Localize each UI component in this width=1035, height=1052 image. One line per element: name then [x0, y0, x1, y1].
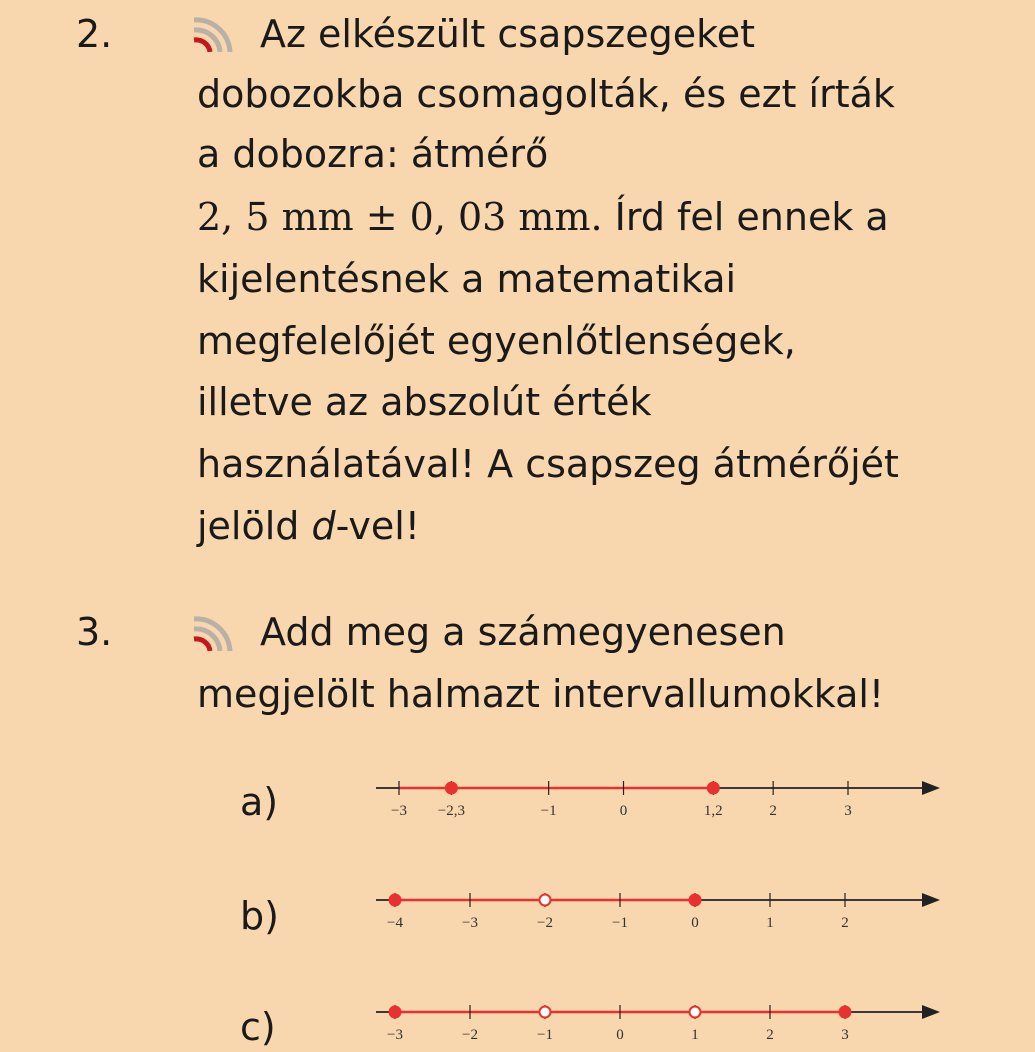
tick-label: −1	[537, 1027, 553, 1043]
tick-label: 0	[619, 803, 628, 819]
problem-text-line: használatával! A csapszeg átmérőjét	[197, 442, 899, 486]
closed-endpoint	[708, 783, 719, 794]
closed-endpoint	[690, 895, 701, 906]
open-endpoint	[540, 895, 551, 906]
problem-text-line: megfelelőjét egyenlőtlenségek,	[197, 319, 796, 363]
subtask-label-c: c)	[240, 1005, 276, 1049]
number-line-a	[368, 772, 958, 822]
tick-label: −3	[391, 803, 407, 819]
problem-text-line: kijelentésnek a matematikai	[197, 257, 737, 301]
axis-arrow	[922, 1005, 940, 1019]
tick-label: 1	[766, 915, 774, 931]
tick-label: 3	[841, 1027, 849, 1043]
problem-text-line	[197, 497, 420, 555]
audio-speaker-icon[interactable]	[192, 16, 244, 52]
open-endpoint	[690, 1007, 701, 1018]
problem-number: 2.	[76, 12, 113, 56]
tick-label: 2	[766, 1027, 774, 1043]
tick-label: 2	[769, 803, 777, 819]
number-line-b	[368, 884, 958, 934]
tick-label: −1	[612, 915, 628, 931]
tick-label: −1	[540, 803, 557, 819]
subtask-label-a: a)	[240, 780, 279, 824]
tick-label: 3	[844, 803, 852, 819]
axis-arrow	[922, 781, 940, 795]
audio-speaker-icon[interactable]	[192, 615, 244, 651]
tick-label: 1	[691, 1027, 699, 1043]
axis-arrow	[922, 893, 940, 907]
tick-label: 0	[691, 915, 699, 931]
number-line-c	[368, 996, 958, 1046]
tick-label: −2	[537, 915, 553, 931]
tick-label: −3	[387, 1027, 403, 1043]
tick-label: −4	[387, 915, 403, 931]
problem-text-line	[197, 188, 889, 246]
text-segment: -vel!	[335, 504, 420, 548]
problem-text-line: Az elkészült csapszegeket	[260, 12, 756, 56]
problem-text-line: illetve az abszolút érték	[197, 380, 652, 424]
tick-label: 0	[616, 1027, 624, 1043]
closed-endpoint	[390, 1007, 401, 1018]
problem-text-line: dobozokba csomagolták, és ezt írták	[197, 72, 895, 116]
tick-label: −2	[462, 1027, 478, 1043]
variable-d: d	[311, 504, 336, 548]
problem-text-line: a dobozra: átmérő	[197, 132, 549, 176]
problem-text-line: megjelölt halmazt intervallumokkal!	[197, 672, 885, 716]
text-segment: jelöld	[197, 504, 312, 548]
problem-number: 3.	[76, 610, 113, 654]
text-segment: Írd fel ennek a	[602, 195, 889, 239]
subtask-label-b: b)	[240, 894, 279, 938]
tolerance-formula: 2, 5 mm ± 0, 03 mm.	[197, 195, 603, 239]
closed-endpoint	[446, 783, 457, 794]
tick-label: 2	[841, 915, 849, 931]
problem-text-line: Add meg a számegyenesen	[260, 610, 786, 654]
closed-endpoint	[390, 895, 401, 906]
tick-label: 1,2	[703, 803, 723, 819]
open-endpoint	[540, 1007, 551, 1018]
closed-endpoint	[840, 1007, 851, 1018]
tick-label: −2,3	[437, 803, 465, 819]
tick-label: −3	[462, 915, 478, 931]
